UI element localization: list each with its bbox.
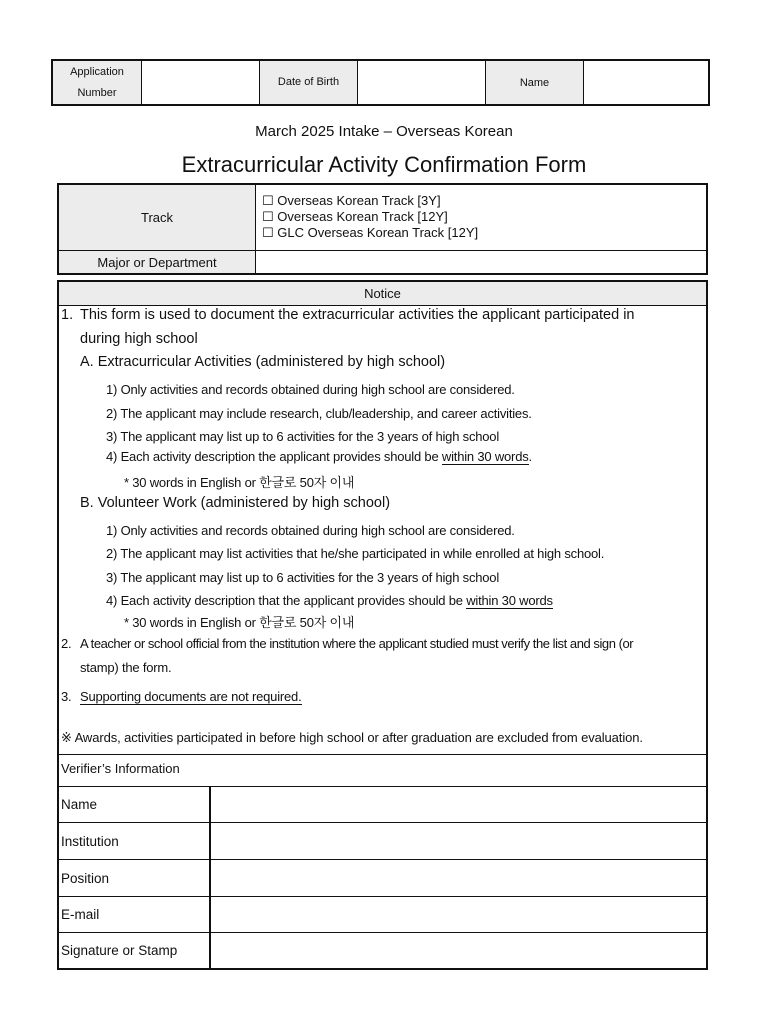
major-field[interactable]: [256, 251, 706, 273]
name-label: Name: [486, 61, 584, 104]
notice-item2-line1: A teacher or school official from the institution where the applicant studied must verify the list and sign (or: [80, 636, 634, 651]
verifier-institution-field[interactable]: [211, 823, 706, 859]
notice-item1-line1: This form is used to document the extracurricular activities the applicant participated in: [80, 307, 635, 323]
section-a-item2: 2) The applicant may include research, club/leadership, and career activities.: [106, 406, 532, 421]
section-a-item4-limit: within 30 words: [441, 449, 529, 464]
verifier-position-field[interactable]: [211, 860, 706, 896]
track-label: Track: [59, 185, 256, 250]
verifier-signature-field[interactable]: [211, 933, 706, 968]
name-field[interactable]: [584, 61, 708, 104]
verifier-position-label: Position: [59, 860, 211, 896]
section-b-item3: 3) The applicant may list up to 6 activities for the 3 years of high school: [106, 570, 500, 585]
notice-heading: Notice: [59, 282, 706, 306]
notice-item1-line2: during high school: [80, 331, 198, 347]
verifier-email-field[interactable]: [211, 897, 706, 932]
section-b-title: B. Volunteer Work (administered by high school): [80, 495, 391, 511]
date-of-birth-field[interactable]: [358, 61, 486, 104]
form-subtitle: March 2025 Intake – Overseas Korean: [255, 123, 513, 140]
verifier-institution-label: Institution: [59, 823, 211, 859]
track-option-overseas-3y[interactable]: ☐ Overseas Korean Track [3Y]: [262, 193, 441, 208]
section-a-note: * 30 words in English or 한글로 50자 이내: [124, 475, 355, 490]
applicant-header-table: [51, 59, 710, 106]
section-b-note: * 30 words in English or 한글로 50자 이내: [124, 615, 355, 630]
notice-item2-line2: stamp) the form.: [80, 660, 172, 675]
notice-item3-number: 3.: [61, 689, 72, 704]
verifier-heading: Verifier’s Information: [59, 754, 706, 787]
track-table: [57, 183, 708, 275]
verifier-signature-label: Signature or Stamp: [59, 933, 211, 968]
notice-item1-number: 1.: [61, 307, 74, 323]
application-number-label: [53, 61, 142, 104]
section-b-item4-limit: within 30 words: [466, 593, 553, 608]
verifier-name-label: Name: [59, 787, 211, 822]
application-number-label-line1: Application: [70, 65, 124, 78]
verifier-row-signature: [59, 933, 706, 968]
section-a-item4-text: 4) Each activity description the applicant provides should be: [106, 449, 442, 464]
section-b-item4-text: 4) Each activity description that the applicant provides should be: [106, 593, 467, 608]
verifier-name-field[interactable]: [211, 787, 706, 822]
section-b-item4: [106, 593, 553, 608]
notice-item2-number: 2.: [61, 636, 72, 651]
major-label: Major or Department: [59, 251, 256, 273]
application-number-field[interactable]: [142, 61, 260, 104]
awards-note: ※ Awards, activities participated in before high school or after graduation are excluded from evaluation.: [61, 730, 643, 745]
notice-box: [57, 280, 708, 970]
form-title: Extracurricular Activity Confirmation Form: [181, 152, 587, 177]
section-a-item4-suffix: .: [528, 449, 532, 464]
track-options: [256, 185, 478, 250]
verifier-row-email: [59, 897, 706, 933]
section-a-title: A. Extracurricular Activities (administered by high school): [80, 354, 446, 370]
notice-item3-text: Supporting documents are not required.: [80, 689, 302, 704]
track-option-overseas-12y[interactable]: ☐ Overseas Korean Track [12Y]: [262, 209, 448, 224]
track-option-glc-12y[interactable]: ☐ GLC Overseas Korean Track [12Y]: [262, 225, 479, 240]
section-a-item4: [106, 449, 532, 464]
application-number-label-line2: Number: [77, 86, 117, 99]
verifier-row-position: [59, 860, 706, 897]
section-b-item1: 1) Only activities and records obtained during high school are considered.: [106, 523, 515, 538]
date-of-birth-label: Date of Birth: [260, 61, 358, 104]
section-b-item2: 2) The applicant may list activities that he/she participated in while enrolled at high school.: [106, 546, 605, 561]
section-a-item1: 1) Only activities and records obtained during high school are considered.: [106, 382, 515, 397]
verifier-row-institution: [59, 823, 706, 860]
section-a-item3: 3) The applicant may list up to 6 activities for the 3 years of high school: [106, 429, 500, 444]
verifier-email-label: E-mail: [59, 897, 211, 932]
verifier-row-name: [59, 787, 706, 823]
